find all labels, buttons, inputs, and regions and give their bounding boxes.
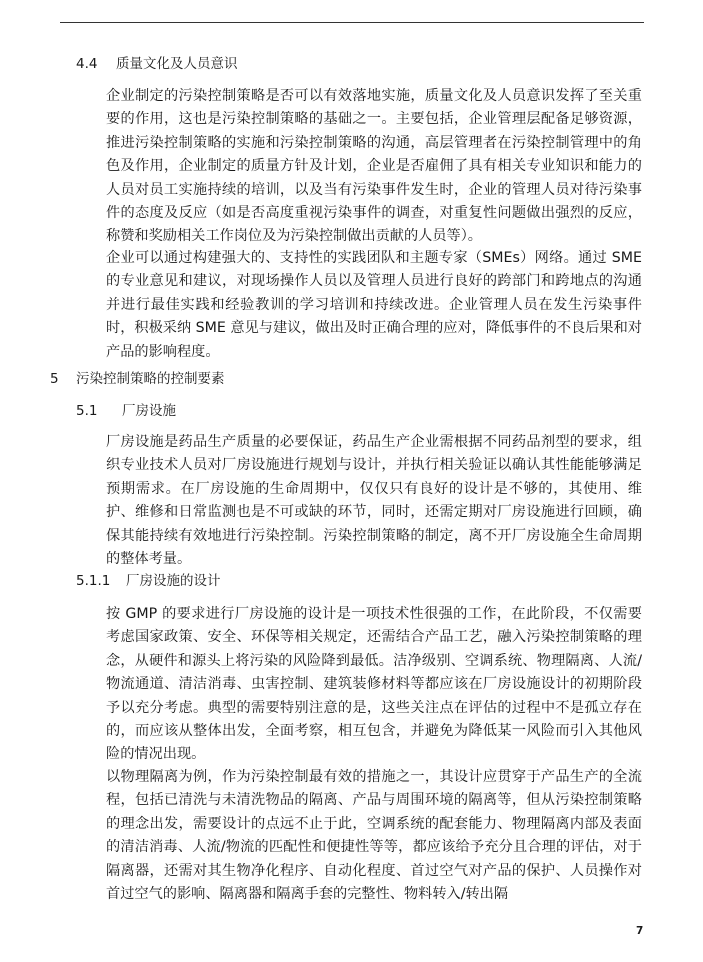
section-title: 污染控制策略的控制要素 (76, 371, 225, 387)
section-heading-5 (50, 369, 350, 389)
section-number: 5 (50, 371, 59, 387)
paragraph: 按 GMP 的要求进行厂房设施的设计是一项技术性很强的工作，在此阶段，不仅需要考虑国家政策、安全、环保等相关规定，还需结合产品工艺，融入污染控制策略的理念，从硬件和源头上将污染的风险降到最低。洁净级别、空调系统、物理隔离、人流/物流通道、清洁消毒、虫害控制、建筑装修材料等都应该在厂房设施设计的初期阶段予以充分考虑。典型的需要特别注意的是，这些关注点在评估的过程中不是孤立存在的，而应该从整体出发，全面考察，相互包含，并避免为降低某一风险而引入其他风险的情况出现。 (106, 606, 642, 763)
section-title: 厂房设施的设计 (126, 573, 221, 589)
paragraph: 企业可以通过构建强大的、支持性的实践团队和主题专家（SMEs）网络。通过 SME 的专业意见和建议，对现场操作人员以及管理人员进行良好的跨部门和跨地点的沟通并进行最佳实践和经验教训的学习培训和持续改进。企业管理人员在发生污染事件时，积极采纳 SME 意见与建议，做出及时正确合理的应对，降低事件的不良后果和对产品的影响程度。 (106, 250, 642, 360)
section-heading-5-1-1 (76, 571, 376, 591)
section-title: 厂房设施 (122, 403, 176, 419)
paragraph: 厂房设施是药品生产质量的必要保证，药品生产企业需根据不同药品剂型的要求，组织专业技术人员对厂房设施进行规划与设计，并执行相关验证以确认其性能能够满足预期需求。在厂房设施的生命周期中，仅仅只有良好的设计是不够的，其使用、维护、维修和日常监测也是不可或缺的环节，同时，还需定期对厂房设施进行回顾，确保其能持续有效地进行污染控制。污染控制策略的制定，离不开厂房设施全生命周期的整体考量。 (106, 434, 642, 568)
paragraph: 企业制定的污染控制策略是否可以有效落地实施，质量文化及人员意识发挥了至关重要的作用，这也是污染控制策略的基础之一。主要包括，企业管理层配备足够资源，推进污染控制策略的实施和污染控制策略的沟通，高层管理者在污染控制管理中的角色及作用，企业制定的质量方针及计划，企业是否雇佣了具有相关专业知识和能力的人员对员工实施持续的培训，以及当有污染事件发生时，企业的管理人员对待污染事件的态度及反应（如是否高度重视污染事件的调查，对重复性问题做出强烈的反应，称赞和奖励相关工作岗位及为污染控制做出贡献的人员等）。 (106, 88, 642, 245)
section-number: 5.1.1 (76, 573, 111, 589)
header-rule (60, 22, 644, 23)
paragraph: 以物理隔离为例，作为污染控制最有效的措施之一，其设计应贯穿于产品生产的全流程，包括已清洗与未清洗物品的隔离、产品与周围环境的隔离等，但从污染控制策略的理念出发，需要设计的点远不止于此，空调系统的配套能力、物理隔离内部及表面的清洁消毒、人流/物流的匹配性和便捷性等等，都应该给予充分且合理的评估，对于隔离器，还需对其生物净化程序、自动化程度、首过空气对产品的保护、人员操作对首过空气的影响、隔离器和隔离手套的完整性、物料转入/转出隔 (106, 769, 642, 903)
section-title: 质量文化及人员意识 (116, 56, 238, 72)
section-number: 4.4 (76, 56, 98, 72)
section-heading-5-1 (76, 401, 376, 421)
section-heading-4-4 (76, 54, 376, 74)
section-number: 5.1 (76, 403, 98, 419)
page-number: 7 (636, 925, 644, 937)
